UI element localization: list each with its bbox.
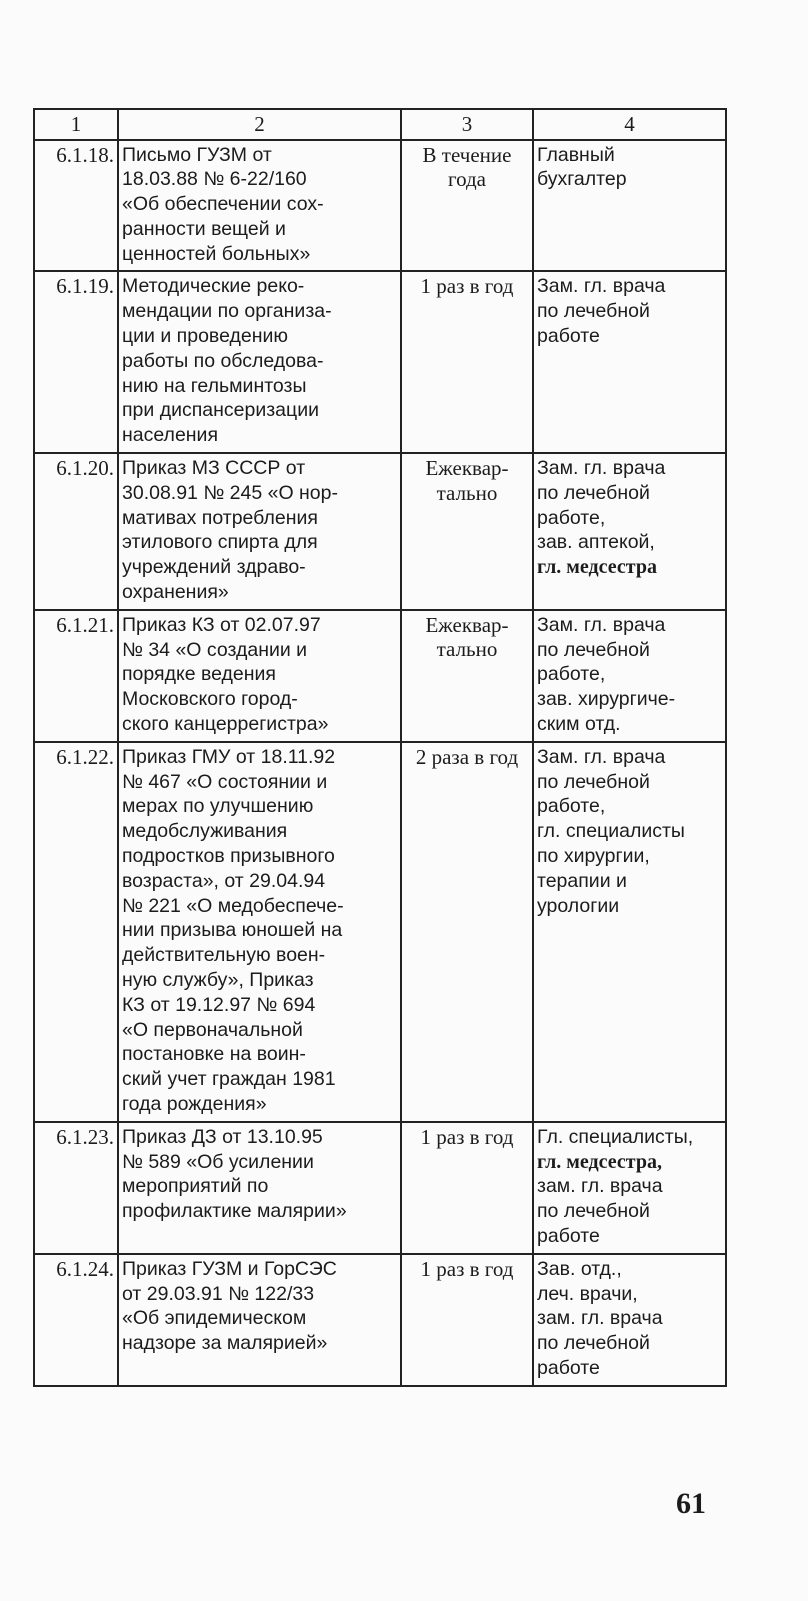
frequency: 2 раза в год <box>401 742 533 1122</box>
table-row <box>34 271 726 453</box>
responsible-line: зав. аптекой, <box>537 531 655 554</box>
document-title: Приказ ГУЗМ и ГорСЭС от 29.03.91 № 122/33 «Об эпидемическом надзоре за малярией» <box>118 1254 401 1386</box>
responsible-line: по лечебной <box>537 638 650 661</box>
responsible-line: зам. гл. врача <box>537 1307 663 1330</box>
frequency: В течение года <box>401 140 533 272</box>
responsible-line: по лечебной <box>537 1200 650 1223</box>
frequency: Ежеквар- тально <box>401 610 533 742</box>
responsible-persons <box>533 742 726 1122</box>
frequency: 1 раз в год <box>401 271 533 453</box>
responsible-line: зав. хирургиче- <box>537 688 676 711</box>
responsible-persons <box>533 140 726 272</box>
document-title: Письмо ГУЗМ от 18.03.88 № 6-22/160 «Об обеспечении сох- ранности вещей и ценностей больных» <box>118 140 401 272</box>
responsible-line: гл. медсестра <box>537 556 657 579</box>
responsible-line: Зам. гл. врача <box>537 613 666 636</box>
responsible-persons <box>533 271 726 453</box>
frequency: 1 раз в год <box>401 1254 533 1386</box>
responsible-persons <box>533 1122 726 1254</box>
responsible-line: Главный <box>537 143 615 166</box>
document-title: Приказ ГМУ от 18.11.92 № 467 «О состоянии и мерах по улучшению медобслуживания подростков призывного возраста», от 29.04.94 № 221 «О медобеспече- нии призыва юношей на действительную воен- ную службу», Приказ КЗ от 19.12.97 № 694 «О первоначальной постановке на воин- ский учет граждан 1981 года рождения» <box>118 742 401 1122</box>
column-header-3: 3 <box>401 109 533 140</box>
table-row <box>34 1254 726 1386</box>
row-number: 6.1.23. <box>34 1122 118 1254</box>
responsible-line: Зам. гл. врача <box>537 457 666 480</box>
table-row <box>34 1122 726 1254</box>
row-number: 6.1.22. <box>34 742 118 1122</box>
table-row <box>34 140 726 272</box>
responsible-line: по лечебной <box>537 770 650 793</box>
row-number: 6.1.18. <box>34 140 118 272</box>
responsible-line: гл. специалисты <box>537 820 685 843</box>
responsible-line: работе <box>537 1356 600 1379</box>
responsible-line: Зам. гл. врача <box>537 745 666 768</box>
responsible-line: гл. медсестра, <box>537 1150 662 1173</box>
document-title: Приказ КЗ от 02.07.97 № 34 «О создании и порядке ведения Московского город- ского канцеррегистра» <box>118 610 401 742</box>
row-number: 6.1.19. <box>34 271 118 453</box>
table-row <box>34 742 726 1122</box>
document-title: Приказ МЗ СССР от 30.08.91 № 245 «О нор- мативах потребления этилового спирта для учреждений здраво- охранения» <box>118 453 401 610</box>
row-number: 6.1.20. <box>34 453 118 610</box>
column-header-2: 2 <box>118 109 401 140</box>
responsible-line: ским отд. <box>537 713 621 736</box>
row-number: 6.1.21. <box>34 610 118 742</box>
responsible-line: работе <box>537 325 600 348</box>
responsible-line: терапии и <box>537 869 627 892</box>
responsible-persons <box>533 610 726 742</box>
page-number: 61 <box>676 1487 706 1520</box>
table-body <box>34 140 726 1386</box>
responsible-line: урологии <box>537 894 620 917</box>
table-row <box>34 453 726 610</box>
responsible-line: бухгалтер <box>537 168 627 191</box>
header-row <box>34 109 726 140</box>
responsible-line: зам. гл. врача <box>537 1175 663 1198</box>
responsible-line: работе, <box>537 663 606 686</box>
frequency: 1 раз в год <box>401 1122 533 1254</box>
table-header <box>34 109 726 140</box>
responsible-line: работе <box>537 1224 600 1247</box>
responsible-line: Зав. отд., <box>537 1257 622 1280</box>
responsible-persons <box>533 453 726 610</box>
column-header-4: 4 <box>533 109 726 140</box>
responsible-line: по хирургии, <box>537 845 650 868</box>
frequency: Ежеквар- тально <box>401 453 533 610</box>
document-title: Приказ ДЗ от 13.10.95 № 589 «Об усилении мероприятий по профилактике малярии» <box>118 1122 401 1254</box>
responsible-line: по лечебной <box>537 1332 650 1355</box>
row-number: 6.1.24. <box>34 1254 118 1386</box>
responsible-line: по лечебной <box>537 300 650 323</box>
responsible-line: работе, <box>537 506 606 529</box>
document-title: Методические реко- мендации по организа- ции и проведению работы по обследова- нию на гельминтозы при диспансеризации населения <box>118 271 401 453</box>
regulations-table <box>33 108 727 1387</box>
table-row <box>34 610 726 742</box>
responsible-line: Зам. гл. врача <box>537 275 666 298</box>
responsible-line: по лечебной <box>537 481 650 504</box>
responsible-line: Гл. специалисты, <box>537 1125 694 1148</box>
responsible-persons <box>533 1254 726 1386</box>
responsible-line: работе, <box>537 795 606 818</box>
responsible-line: леч. врачи, <box>537 1282 638 1305</box>
column-header-1: 1 <box>34 109 118 140</box>
